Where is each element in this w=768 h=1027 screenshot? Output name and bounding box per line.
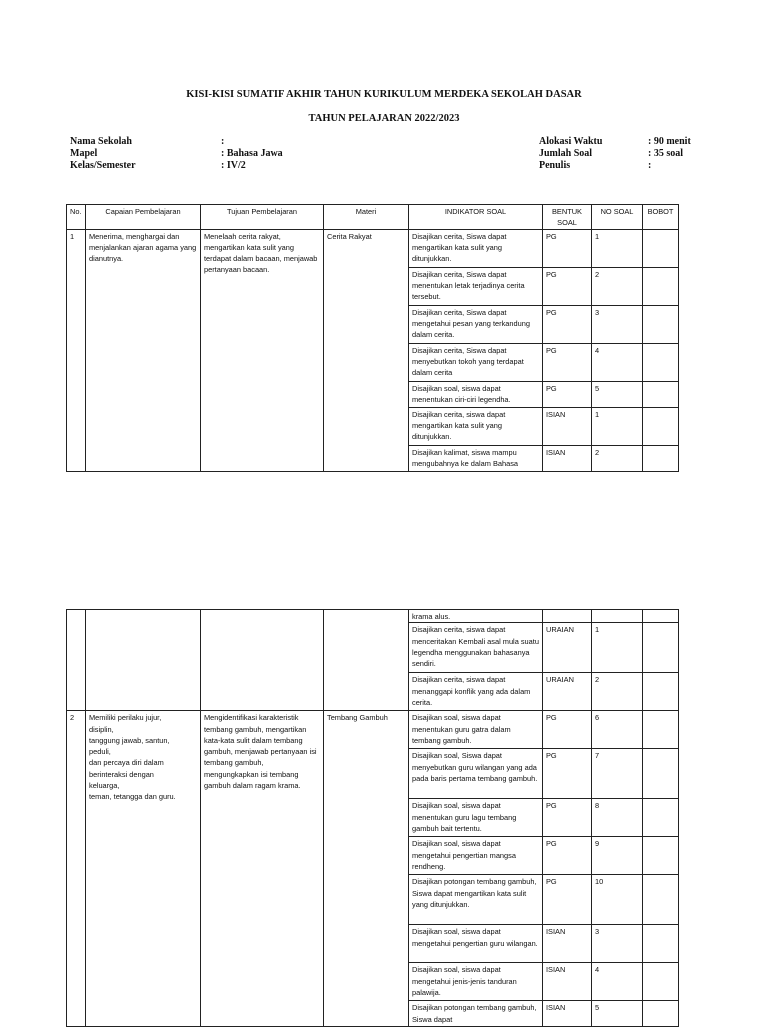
value-kelas-semester: : IV/2 (221, 160, 246, 171)
bobot (643, 407, 679, 445)
bentuk-soal: PG (543, 267, 592, 305)
bobot (643, 1001, 679, 1027)
label-jumlah-soal: Jumlah Soal (539, 148, 593, 159)
academic-year: TAHUN PELAJARAN 2022/2023 (308, 113, 460, 124)
bobot (643, 305, 679, 343)
capaian-pembelajaran: Menerima, menghargai dan menjalankan ajaran agama yang dianutnya. (86, 229, 201, 471)
table-row (67, 711, 679, 749)
bobot (643, 610, 679, 623)
bobot (643, 799, 679, 837)
value-alokasi-waktu: : 90 menit (648, 136, 691, 147)
kisi-kisi-table-part-1 (66, 204, 679, 472)
table-row (67, 610, 679, 623)
header-no-soal: NO SOAL (592, 205, 643, 230)
tujuan-pembelajaran (201, 610, 324, 711)
bobot (643, 673, 679, 711)
no-soal: 7 (592, 749, 643, 799)
header-indikator: INDIKATOR SOAL (409, 205, 543, 230)
table-row (67, 229, 679, 267)
bobot (643, 229, 679, 267)
no-soal: 2 (592, 445, 643, 471)
header-bobot: BOBOT (643, 205, 679, 230)
bentuk-soal: PG (543, 229, 592, 267)
indikator-soal: Disajikan cerita, Siswa dapat mengartikan kata sulit yang ditunjukkan. (409, 229, 543, 267)
indikator-soal: Disajikan soal, siswa dapat mengetahui pengertian guru wilangan. (409, 925, 543, 963)
bentuk-soal: ISIAN (543, 407, 592, 445)
meta-right-values (648, 136, 691, 172)
header-capaian: Capaian Pembelajaran (86, 205, 201, 230)
row-number: 1 (67, 229, 86, 471)
no-soal: 1 (592, 407, 643, 445)
bobot (643, 343, 679, 381)
bentuk-soal: URAIAN (543, 673, 592, 711)
meta-right-labels (539, 136, 602, 172)
bobot (643, 749, 679, 799)
materi (324, 610, 409, 711)
label-kelas-semester: Kelas/Semester (70, 160, 136, 171)
value-nama-sekolah: : (221, 136, 225, 147)
no-soal: 6 (592, 711, 643, 749)
bentuk-soal: PG (543, 799, 592, 837)
label-nama-sekolah: Nama Sekolah (70, 136, 132, 147)
row-number (67, 610, 86, 711)
bobot (643, 711, 679, 749)
header-bentuk-soal: BENTUK SOAL (543, 205, 592, 230)
materi: Tembang Gambuh (324, 711, 409, 1027)
bobot (643, 381, 679, 407)
no-soal: 4 (592, 343, 643, 381)
bentuk-soal: PG (543, 837, 592, 875)
no-soal: 3 (592, 305, 643, 343)
bobot (643, 875, 679, 925)
materi: Cerita Rakyat (324, 229, 409, 471)
capaian-pembelajaran: Memiliki perilaku jujur, disiplin, tanggung jawab, santun, peduli, dan percaya diri dalam berinteraksi dengan keluarga, teman, tetangga dan guru. (86, 711, 201, 1027)
value-penulis: : (648, 160, 652, 171)
bentuk-soal: PG (543, 749, 592, 799)
bentuk-soal: PG (543, 875, 592, 925)
indikator-soal: Disajikan cerita, Siswa dapat menentukan letak terjadinya cerita tersebut. (409, 267, 543, 305)
bentuk-soal: ISIAN (543, 1001, 592, 1027)
no-soal: 4 (592, 963, 643, 1001)
bentuk-soal: PG (543, 305, 592, 343)
bentuk-soal: PG (543, 711, 592, 749)
indikator-soal: Disajikan soal, siswa dapat menentukan guru lagu tembang gambuh bait tertentu. (409, 799, 543, 837)
bentuk-soal: ISIAN (543, 445, 592, 471)
indikator-soal: Disajikan cerita, siswa dapat menanggapi konflik yang ada dalam cerita. (409, 673, 543, 711)
no-soal: 2 (592, 673, 643, 711)
header-materi: Materi (324, 205, 409, 230)
no-soal (592, 610, 643, 623)
no-soal: 3 (592, 925, 643, 963)
no-soal: 10 (592, 875, 643, 925)
kisi-kisi-table-part-2 (66, 609, 679, 1027)
no-soal: 1 (592, 623, 643, 673)
tujuan-pembelajaran: Mengidentifikasi karakteristik tembang gambuh, mengartikan kata-kata sulit dalam tembang gambuh, menjawab pertanyaan isi tembang gambuh, mengungkapkan isi tembang gambuh dalam ragam krama. (201, 711, 324, 1027)
label-alokasi-waktu: Alokasi Waktu (539, 136, 603, 147)
bentuk-soal: ISIAN (543, 925, 592, 963)
bobot (643, 963, 679, 1001)
indikator-soal: Disajikan kalimat, siswa mampu mengubahnya ke dalam Bahasa (409, 445, 543, 471)
indikator-soal: Disajikan soal, siswa dapat menentukan ciri-ciri legendha. (409, 381, 543, 407)
meta-left-values (221, 136, 283, 172)
tujuan-pembelajaran: Menelaah cerita rakyat, mengartikan kata sulit yang terdapat dalam bacaan, menjawab pertanyaan bacaan. (201, 229, 324, 471)
indikator-soal: Disajikan potongan tembang gambuh, Siswa dapat mengartikan kata sulit yang ditunjukkan. (409, 875, 543, 925)
no-soal: 8 (592, 799, 643, 837)
indikator-soal: krama alus. (409, 610, 543, 623)
label-mapel: Mapel (70, 148, 98, 159)
indikator-soal: Disajikan cerita, siswa dapat menceritakan Kembali asal mula suatu legendha menggunakan bahasanya sendiri. (409, 623, 543, 673)
table-header-row (67, 205, 679, 230)
bobot (643, 925, 679, 963)
label-penulis: Penulis (539, 160, 571, 171)
meta-left-labels (70, 136, 136, 172)
indikator-soal: Disajikan cerita, siswa dapat mengartikan kata sulit yang ditunjukkan. (409, 407, 543, 445)
bobot (643, 623, 679, 673)
indikator-soal: Disajikan potongan tembang gambuh, Siswa dapat (409, 1001, 543, 1027)
bobot (643, 837, 679, 875)
no-soal: 1 (592, 229, 643, 267)
bentuk-soal: PG (543, 343, 592, 381)
indikator-soal: Disajikan cerita, Siswa dapat mengetahui pesan yang terkandung dalam cerita. (409, 305, 543, 343)
header-no: No. (67, 205, 86, 230)
header-tujuan: Tujuan Pembelajaran (201, 205, 324, 230)
indikator-soal: Disajikan cerita, Siswa dapat menyebutkan tokoh yang terdapat dalam cerita (409, 343, 543, 381)
no-soal: 2 (592, 267, 643, 305)
no-soal: 5 (592, 1001, 643, 1027)
bobot (643, 445, 679, 471)
indikator-soal: Disajikan soal, siswa dapat mengetahui pengertian mangsa rendheng. (409, 837, 543, 875)
no-soal: 9 (592, 837, 643, 875)
value-mapel: : Bahasa Jawa (221, 148, 283, 159)
value-jumlah-soal: : 35 soal (648, 148, 683, 159)
bobot (643, 267, 679, 305)
row-number: 2 (67, 711, 86, 1027)
capaian-pembelajaran (86, 610, 201, 711)
bentuk-soal: ISIAN (543, 963, 592, 1001)
bentuk-soal: URAIAN (543, 623, 592, 673)
document-title: KISI-KISI SUMATIF AKHIR TAHUN KURIKULUM MERDEKA SEKOLAH DASAR (186, 89, 582, 100)
indikator-soal: Disajikan soal, siswa dapat menentukan guru gatra dalam tembang gambuh. (409, 711, 543, 749)
indikator-soal: Disajikan soal, Siswa dapat menyebutkan guru wilangan yang ada pada baris pertama tembang gambuh. (409, 749, 543, 799)
bentuk-soal: PG (543, 381, 592, 407)
indikator-soal: Disajikan soal, siswa dapat mengetahui jenis-jenis tanduran palawija. (409, 963, 543, 1001)
bentuk-soal (543, 610, 592, 623)
no-soal: 5 (592, 381, 643, 407)
